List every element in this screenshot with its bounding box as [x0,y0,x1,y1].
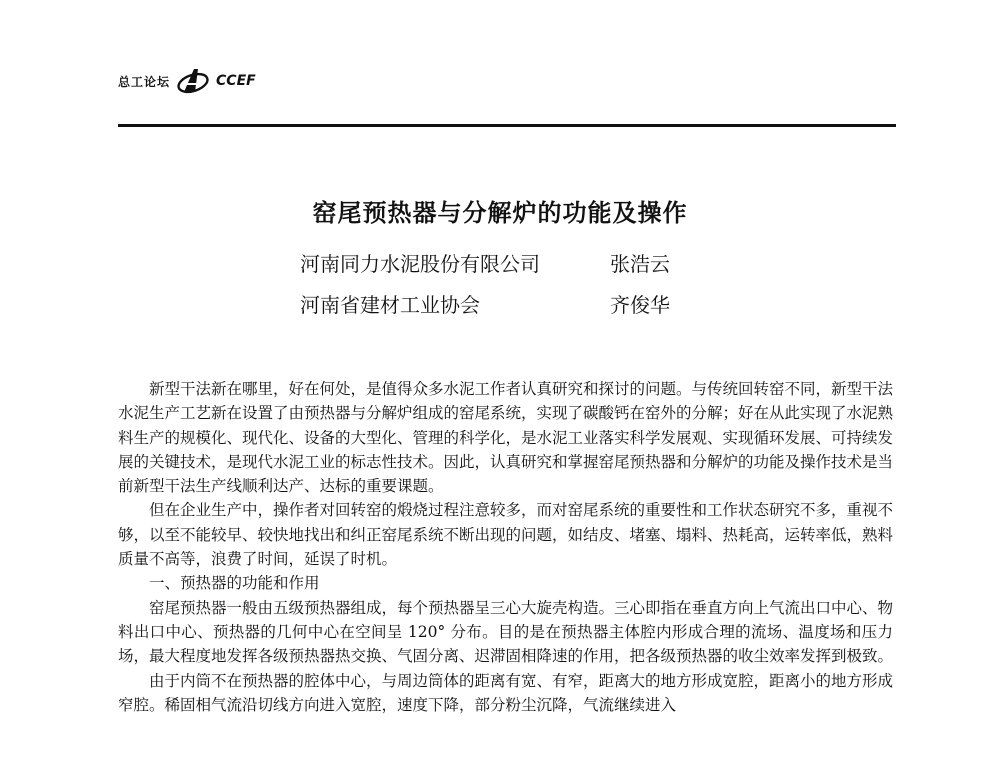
section-heading: 一、预热器的功能和作用 [149,574,320,593]
ccef-emblem-icon [176,64,210,98]
author-name: 张浩云 [610,252,670,276]
body-paragraph: 但在企业生产中，操作者对回转窑的煅烧过程注意较多，而对窑尾系统的重要性和工作状态研究不多，重视不够，以至不能较早、较快地找出和纠正窑尾系统不断出现的问题，如结皮、堵塞、塌料、热耗高，运转率低，熟料质量不高等，浪费了时间，延误了时机。 [118,501,894,569]
author-org: 河南同力水泥股份有限公司 [300,252,540,276]
author-line [300,248,670,277]
author-line [300,289,670,318]
logo-text-cn: 总工论坛 [118,74,171,89]
logo-text-en: CCEF [216,73,256,89]
forum-logo [118,64,256,98]
body-paragraph: 由于内筒不在预热器的腔体中心，与周边筒体的距离有宽、有窄，距离大的地方形成宽腔，距离小的地方形成窄腔。稀固相气流沿切线方向进入宽腔，速度下降，部分粉尘沉降，气流继续进入 [118,671,894,714]
body-paragraph: 窑尾预热器一般由五级预热器组成，每个预热器呈三心大旋壳构造。三心即指在垂直方向上气流出口中心、物料出口中心、预热器的几何中心在空间呈 120° 分布。目的是在预热器主体腔内形成合理的流场、温度场和压力场，最大程度地发挥各级预热器热交换、气固分离、迟滞固相降速的作用，把各级预热器的收尘效率发挥到极致。 [118,598,894,666]
header-rule [118,124,896,127]
paper-body [118,377,893,717]
paper-title: 窑尾预热器与分解炉的功能及操作 [312,199,688,227]
author-name: 齐俊华 [610,293,670,317]
body-paragraph: 新型干法新在哪里，好在何处，是值得众多水泥工作者认真研究和探讨的问题。与传统回转窑不同，新型干法水泥生产工艺新在设置了由预热器与分解炉组成的窑尾系统，实现了碳酸钙在窑外的分解；好在从此实现了水泥熟料生产的规模化、现代化、设备的大型化、管理的科学化，是水泥工业落实科学发展观、实现循环发展、可持续发展的关键技术，是现代水泥工业的标志性技术。因此，认真研究和掌握窑尾预热器和分解炉的功能及操作技术是当前新型干法生产线顺利达产、达标的重要课题。 [118,380,894,496]
author-org: 河南省建材工业协会 [300,293,480,317]
